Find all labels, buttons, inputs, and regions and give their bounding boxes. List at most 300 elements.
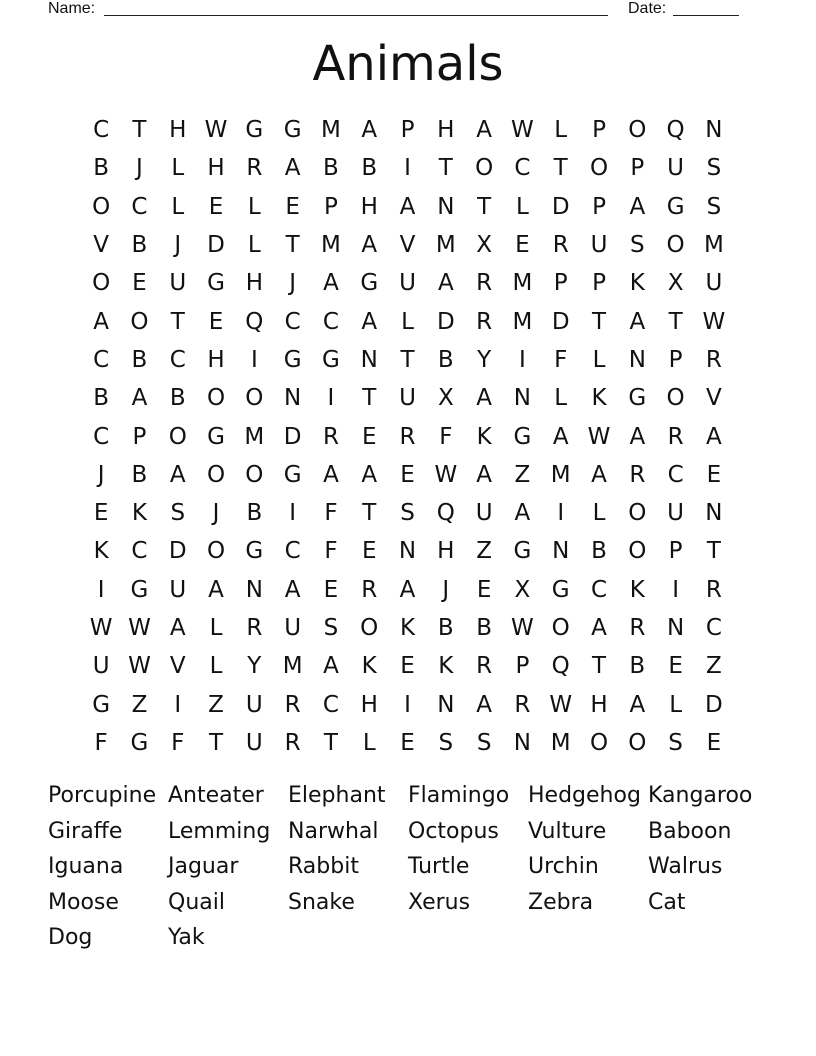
grid-letter: S — [170, 500, 186, 527]
grid-letter: C — [93, 423, 110, 450]
grid-letter: R — [284, 729, 301, 756]
grid-letter: E — [515, 232, 530, 259]
grid-letter: P — [515, 653, 530, 680]
grid-letter: T — [591, 308, 607, 335]
grid-letter: F — [554, 346, 568, 373]
grid-letter: C — [93, 346, 110, 373]
grid-letter: B — [629, 653, 646, 680]
grid-letter: C — [590, 576, 608, 603]
grid-letter: I — [289, 500, 297, 527]
grid-letter: A — [706, 423, 722, 450]
grid-letter: A — [629, 691, 646, 718]
grid-letter: J — [97, 461, 105, 488]
grid-letter: A — [476, 691, 492, 718]
grid-letter: E — [476, 576, 492, 603]
grid-letter: R — [284, 691, 301, 718]
grid-letter: G — [245, 538, 264, 565]
grid-letter: W — [434, 461, 458, 488]
grid-letter: N — [245, 576, 263, 603]
grid-letter: B — [93, 155, 110, 182]
grid-letter: A — [323, 461, 339, 488]
grid-letter: N — [628, 346, 646, 373]
grid-letter: O — [206, 385, 226, 412]
grid-letter: T — [477, 193, 492, 220]
grid-letter: F — [94, 729, 108, 756]
grid-letter: B — [131, 461, 148, 488]
grid-letter: A — [476, 117, 492, 144]
grid-letter: O — [130, 308, 149, 335]
grid-letter: B — [131, 346, 148, 373]
grid-letter: W — [511, 615, 534, 641]
grid-letter: H — [169, 117, 187, 144]
word-bank-item: Turtle — [408, 854, 470, 880]
grid-letter: E — [706, 729, 722, 756]
grid-letter: E — [361, 423, 377, 450]
grid-letter: B — [476, 615, 492, 641]
grid-letter: D — [207, 232, 225, 259]
grid-letter: K — [591, 385, 607, 412]
grid-letter: I — [557, 500, 565, 527]
grid-letter: K — [93, 538, 109, 565]
word-bank-item: Jaguar — [168, 854, 239, 880]
grid-letter: O — [666, 385, 685, 412]
grid-letter: N — [360, 346, 378, 373]
grid-letter: J — [174, 232, 182, 259]
grid-letter: D — [168, 538, 187, 565]
grid-letter: T — [209, 729, 224, 756]
grid-letter: L — [362, 729, 376, 756]
grid-letter: R — [514, 691, 531, 718]
grid-letter: A — [93, 308, 110, 335]
grid-letter: B — [93, 385, 110, 412]
word-bank-item: Flamingo — [408, 783, 510, 808]
grid-letter: U — [92, 653, 110, 680]
grid-letter: P — [592, 270, 606, 297]
grid-letter: I — [672, 576, 679, 603]
grid-letter: T — [362, 385, 377, 412]
grid-letter: A — [591, 615, 607, 641]
grid-letter: G — [283, 346, 302, 373]
grid-letter: M — [550, 729, 571, 756]
grid-letter: O — [92, 193, 111, 220]
grid-letter: U — [169, 270, 187, 297]
grid-letter: N — [705, 117, 723, 144]
grid-letter: K — [629, 576, 645, 603]
grid-letter: R — [399, 423, 416, 450]
grid-letter: I — [404, 691, 411, 718]
grid-letter: L — [209, 653, 223, 680]
grid-letter: P — [668, 346, 683, 373]
word-bank-item: Cat — [648, 889, 686, 915]
grid-letter: M — [282, 653, 303, 680]
grid-letter: E — [400, 729, 415, 756]
grid-letter: L — [516, 193, 529, 220]
grid-letter: C — [284, 308, 301, 335]
grid-letter: U — [667, 500, 685, 527]
grid-letter: M — [703, 232, 724, 259]
grid-letter: B — [437, 346, 454, 373]
grid-letter: A — [629, 193, 646, 220]
grid-letter: U — [475, 500, 493, 527]
grid-letter: A — [399, 193, 416, 220]
word-bank-item: Vulture — [528, 818, 607, 844]
grid-letter: V — [399, 232, 416, 259]
grid-letter: P — [668, 538, 683, 565]
grid-letter: M — [321, 117, 341, 144]
grid-letter: C — [131, 538, 148, 565]
grid-letter: J — [212, 500, 220, 527]
grid-letter: H — [360, 193, 378, 220]
grid-letter: C — [322, 308, 339, 335]
grid-letter: E — [208, 193, 224, 220]
grid-letter: O — [360, 615, 379, 641]
grid-letter: A — [437, 270, 454, 297]
grid-letter: C — [514, 155, 531, 182]
grid-letter: U — [705, 270, 723, 297]
grid-letter: R — [629, 615, 646, 641]
grid-letter: G — [551, 576, 570, 603]
grid-letter: M — [435, 232, 456, 259]
grid-letter: W — [128, 615, 151, 641]
grid-letter: R — [705, 576, 722, 603]
grid-letter: T — [362, 500, 377, 527]
grid-letter: U — [590, 232, 608, 259]
word-bank-item: Giraffe — [48, 818, 123, 844]
grid-letter: I — [97, 576, 105, 603]
word-bank-item: Elephant — [288, 783, 386, 808]
grid-letter: Q — [245, 308, 264, 335]
word-bank-item: Moose — [48, 889, 119, 915]
grid-letter: X — [667, 270, 684, 297]
grid-letter: R — [667, 423, 684, 450]
grid-letter: S — [706, 193, 722, 220]
grid-letter: A — [476, 461, 492, 488]
grid-letter: K — [629, 270, 645, 297]
grid-letter: A — [284, 155, 301, 182]
grid-letter: O — [206, 538, 226, 565]
word-bank-item: Hedgehog — [528, 783, 641, 808]
grid-letter: U — [245, 691, 263, 718]
grid-letter: C — [93, 117, 110, 144]
grid-letter: S — [400, 500, 415, 527]
grid-letter: I — [404, 155, 411, 182]
grid-letter: L — [669, 691, 683, 718]
grid-letter: T — [706, 538, 721, 565]
grid-letter: O — [589, 729, 609, 756]
grid-letter: B — [246, 500, 263, 527]
grid-letter: R — [246, 155, 263, 182]
grid-letter: R — [629, 461, 646, 488]
grid-letter: A — [284, 576, 301, 603]
grid-letter: G — [360, 270, 379, 297]
word-bank-item: Octopus — [408, 818, 499, 844]
grid-letter: S — [630, 232, 645, 259]
grid-letter: O — [92, 270, 111, 297]
grid-letter: B — [361, 155, 378, 182]
grid-letter: L — [592, 500, 606, 527]
grid-letter: B — [591, 538, 607, 565]
grid-letter: D — [551, 308, 570, 335]
grid-letter: K — [131, 500, 147, 527]
grid-letter: A — [629, 423, 646, 450]
grid-letter: G — [666, 193, 685, 220]
grid-letter: G — [283, 461, 302, 488]
grid-letter: X — [514, 576, 531, 603]
word-bank-item: Snake — [288, 889, 355, 915]
grid-letter: R — [361, 576, 378, 603]
word-bank-item: Porcupine — [48, 783, 157, 808]
grid-letter: J — [289, 270, 297, 297]
grid-letter: A — [361, 308, 378, 335]
grid-letter: U — [667, 155, 685, 182]
grid-letter: N — [513, 729, 532, 756]
grid-letter: N — [398, 538, 417, 565]
grid-letter: G — [92, 691, 111, 718]
grid-letter: A — [131, 385, 148, 412]
word-bank-item: Dog — [48, 925, 93, 951]
grid-letter: S — [323, 615, 339, 641]
grid-letter: E — [400, 461, 415, 488]
grid-letter: Q — [551, 653, 570, 680]
grid-letter: C — [667, 461, 684, 488]
grid-letter: R — [246, 615, 263, 641]
grid-letter: C — [169, 346, 186, 373]
grid-letter: W — [89, 615, 113, 641]
grid-letter: B — [437, 615, 454, 641]
grid-letter: P — [630, 155, 645, 182]
word-bank-item: Urchin — [528, 854, 599, 880]
grid-letter: O — [551, 615, 570, 641]
grid-letter: A — [361, 232, 378, 259]
grid-letter: E — [668, 653, 683, 680]
word-bank-item: Xerus — [408, 889, 471, 915]
grid-letter: T — [400, 346, 415, 373]
grid-letter: M — [321, 232, 341, 259]
grid-letter: Q — [666, 117, 685, 144]
grid-letter: E — [706, 461, 722, 488]
grid-letter: U — [169, 576, 187, 603]
grid-letter: P — [323, 193, 338, 220]
grid-letter: W — [587, 423, 611, 450]
grid-letter: H — [590, 691, 608, 718]
grid-letter: S — [438, 729, 454, 756]
grid-letter: A — [552, 423, 569, 450]
word-bank-item: Yak — [168, 925, 205, 951]
grid-letter: B — [131, 232, 148, 259]
grid-letter: V — [93, 232, 110, 259]
grid-letter: R — [705, 346, 722, 373]
grid-letter: N — [284, 385, 302, 412]
grid-letter: L — [554, 117, 568, 144]
grid-letter: W — [702, 308, 726, 335]
grid-letter: E — [361, 538, 377, 565]
grid-letter: C — [284, 538, 301, 565]
grid-letter: A — [323, 653, 339, 680]
grid-letter: T — [438, 155, 453, 182]
grid-letter: U — [399, 385, 416, 412]
grid-letter: B — [323, 155, 339, 182]
grid-letter: D — [283, 423, 302, 450]
grid-letter: O — [628, 117, 647, 144]
grid-letter: E — [323, 576, 339, 603]
grid-letter: Z — [208, 691, 224, 718]
grid-letter: W — [128, 653, 151, 680]
grid-letter: Y — [477, 346, 492, 373]
grid-letter: E — [285, 193, 300, 220]
worksheet-header — [48, 0, 768, 20]
grid-letter: H — [360, 691, 378, 718]
grid-letter: A — [208, 576, 224, 603]
grid-letter: O — [628, 729, 647, 756]
grid-letter: S — [668, 729, 683, 756]
grid-letter: N — [437, 691, 455, 718]
grid-letter: H — [437, 538, 455, 565]
word-bank-item: Baboon — [648, 818, 732, 844]
grid-letter: W — [204, 117, 228, 144]
grid-letter: A — [323, 270, 339, 297]
grid-letter: G — [513, 538, 532, 565]
grid-letter: I — [327, 385, 335, 412]
grid-letter: G — [283, 117, 302, 144]
grid-letter: F — [324, 500, 338, 527]
grid-letter: T — [170, 308, 185, 335]
grid-letter: W — [511, 117, 534, 144]
grid-letter: X — [437, 385, 454, 412]
grid-letter: N — [705, 500, 723, 527]
grid-letter: A — [361, 461, 378, 488]
grid-letter: P — [553, 270, 568, 297]
grid-letter: I — [250, 346, 258, 373]
word-bank-item: Zebra — [528, 889, 594, 915]
grid-letter: B — [169, 385, 186, 412]
grid-letter: A — [629, 308, 646, 335]
grid-letter: O — [168, 423, 187, 450]
grid-letter: A — [169, 461, 186, 488]
grid-letter: O — [628, 500, 647, 527]
grid-letter: F — [171, 729, 185, 756]
grid-letter: K — [399, 615, 416, 641]
grid-letter: O — [475, 155, 494, 182]
grid-letter: E — [93, 500, 109, 527]
date-label: Date: — [628, 0, 667, 17]
grid-letter: G — [207, 270, 225, 297]
grid-letter: G — [322, 346, 340, 373]
grid-letter: J — [136, 155, 143, 182]
grid-letter: E — [132, 270, 147, 297]
grid-letter: V — [169, 653, 186, 680]
grid-letter: A — [591, 461, 607, 488]
word-bank — [48, 778, 768, 956]
grid-letter: A — [361, 117, 378, 144]
grid-letter: Y — [247, 653, 262, 680]
grid-letter: P — [132, 423, 147, 450]
grid-letter: S — [476, 729, 492, 756]
grid-letter: K — [361, 653, 377, 680]
grid-letter: L — [171, 155, 185, 182]
word-bank-item: Quail — [168, 889, 225, 915]
grid-letter: H — [207, 346, 225, 373]
grid-letter: T — [323, 729, 338, 756]
grid-letter: G — [245, 117, 264, 144]
grid-letter: N — [552, 538, 570, 565]
grid-letter: L — [171, 193, 185, 220]
grid-letter: M — [512, 270, 533, 297]
grid-letter: H — [245, 270, 263, 297]
name-blank-line — [104, 15, 608, 16]
grid-letter: A — [169, 615, 186, 641]
grid-letter: C — [131, 193, 148, 220]
grid-letter: Q — [436, 500, 455, 527]
word-bank-item: Rabbit — [288, 854, 359, 880]
grid-letter: H — [207, 155, 225, 182]
grid-letter: E — [208, 308, 224, 335]
word-bank-item: Lemming — [168, 818, 271, 844]
grid-letter: W — [549, 691, 573, 718]
grid-letter: V — [706, 385, 722, 412]
grid-letter: G — [130, 576, 149, 603]
name-label: Name: — [48, 0, 96, 17]
grid-letter: O — [245, 385, 264, 412]
grid-letter: R — [476, 653, 493, 680]
grid-letter: T — [591, 653, 607, 680]
grid-letter: O — [245, 461, 264, 488]
date-blank-line — [673, 15, 739, 16]
grid-letter: O — [666, 232, 685, 259]
grid-letter: A — [399, 576, 416, 603]
grid-letter: J — [442, 576, 450, 603]
grid-letter: E — [400, 653, 415, 680]
grid-letter: Z — [476, 538, 492, 565]
grid-letter: S — [706, 155, 722, 182]
grid-letter: M — [550, 461, 571, 488]
grid-letter: G — [513, 423, 532, 450]
grid-letter: R — [476, 308, 493, 335]
grid-letter: Z — [514, 461, 531, 488]
grid-letter: R — [552, 232, 569, 259]
grid-letter: U — [284, 615, 302, 641]
grid-letter: M — [244, 423, 265, 450]
grid-letter: M — [512, 308, 533, 335]
grid-letter: O — [628, 538, 647, 565]
grid-letter: R — [322, 423, 339, 450]
grid-letter: L — [247, 232, 261, 259]
grid-letter: D — [551, 193, 570, 220]
letter-grid — [82, 111, 733, 762]
word-bank-item: Iguana — [48, 854, 124, 880]
grid-letter: C — [322, 691, 339, 718]
grid-letter: A — [514, 500, 531, 527]
grid-letter: U — [399, 270, 416, 297]
grid-letter: L — [592, 346, 606, 373]
word-bank-item: Anteater — [168, 783, 264, 808]
grid-letter: N — [437, 193, 455, 220]
grid-letter: K — [476, 423, 492, 450]
grid-letter: L — [554, 385, 568, 412]
grid-letter: P — [592, 117, 606, 144]
grid-letter: L — [247, 193, 261, 220]
grid-letter: D — [705, 691, 723, 718]
grid-letter: L — [209, 615, 223, 641]
grid-letter: G — [207, 423, 225, 450]
grid-letter: U — [245, 729, 263, 756]
grid-letter: X — [476, 232, 492, 259]
word-bank-item: Narwhal — [288, 818, 379, 844]
grid-letter: R — [476, 270, 493, 297]
grid-letter: N — [666, 615, 685, 641]
grid-letter: T — [285, 232, 300, 259]
grid-letter: T — [132, 117, 147, 144]
page-title: Animals — [312, 36, 504, 92]
